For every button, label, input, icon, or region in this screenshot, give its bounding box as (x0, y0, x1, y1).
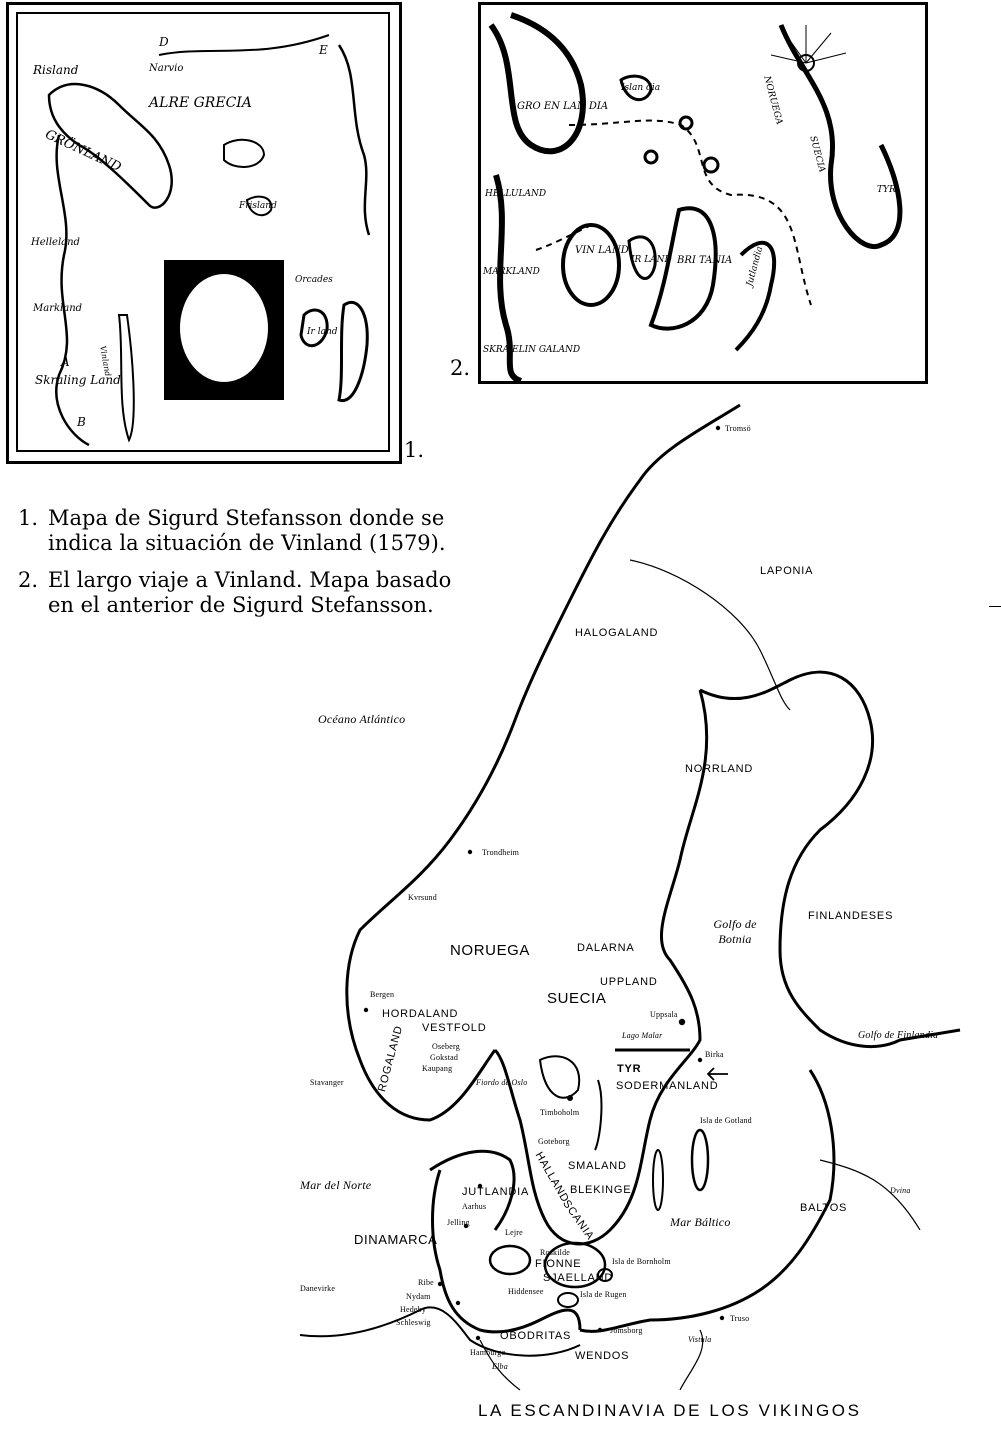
label-kvrsund: Kvrsund (408, 893, 437, 902)
label-suecia-2: SUECIA (807, 135, 827, 174)
label-baltos: BALTOS (800, 1202, 848, 1214)
marker-hedeby (456, 1301, 460, 1305)
inset-map-1-number: 1. (404, 438, 425, 462)
label-jelling: Jelling (447, 1218, 470, 1227)
label-mar-del-norte: Mar del Norte (300, 1178, 372, 1192)
label-dvina: Dvina (890, 1186, 911, 1195)
label-risland: Risland (33, 63, 79, 77)
label-isla-bornholm: Isla de Bornholm (612, 1257, 671, 1266)
label-vistula: Vistula (688, 1335, 712, 1344)
marker-bergen (364, 1008, 368, 1012)
marker-ribe (438, 1282, 442, 1286)
label-b: B (77, 415, 86, 429)
label-nydam: Nydam (406, 1292, 431, 1301)
marker-birka (698, 1058, 702, 1062)
label-markland-2: MARKLAND (483, 267, 540, 277)
label-gronlandia: GRO EN LAN DIA (517, 101, 609, 112)
label-blekinge: BLEKINGE (570, 1184, 632, 1196)
label-bergen: Bergen (370, 990, 395, 999)
marker-hamburgo (476, 1336, 480, 1340)
label-orcades: Orcades (295, 275, 333, 285)
label-tyr: TYR (617, 1063, 642, 1075)
label-golfo-finlandia: Golfo de Finlandia (858, 1030, 939, 1041)
island-rugen (558, 1293, 578, 1307)
label-helluland: HELLULAND (485, 189, 547, 199)
island-fyn (490, 1246, 530, 1274)
main-map-title: LA ESCANDINAVIA DE LOS VIKINGOS (478, 1401, 862, 1420)
label-irland-2: IR LAND (631, 255, 672, 265)
lake-vanern (540, 1056, 579, 1098)
marker-jomsborg (598, 1328, 602, 1332)
label-lago-malar: Lago Malar (622, 1031, 663, 1040)
label-trondheim: Trondheim (482, 848, 520, 857)
label-danevirke: Danevirke (300, 1284, 336, 1293)
label-mar-baltico: Mar Báltico (670, 1215, 731, 1229)
label-jutlandia-2: Jutlandia (745, 245, 766, 288)
label-rogaland: ROGALAND (376, 1024, 406, 1094)
label-fionne: FIONNE (535, 1258, 582, 1270)
label-skraling-land: Skraling Land (35, 373, 121, 387)
label-oceano-atlantico: Océano Atlántico (318, 712, 406, 726)
label-scania: SCANIA (560, 1198, 597, 1243)
label-golfo-botnia: Golfo de Botnia (713, 917, 757, 946)
lake-vattern (595, 1080, 601, 1150)
label-frisland: Frisland (239, 201, 277, 211)
arrow-birka (708, 1068, 728, 1080)
label-goteborg: Goteborg (538, 1137, 570, 1146)
label-smaland: SMALAND (568, 1160, 627, 1172)
label-dinamarca: DINAMARCA (354, 1232, 438, 1247)
label-jomsborg: Jomsborg (610, 1326, 643, 1335)
label-uppsala: Uppsala (650, 1010, 678, 1019)
label-stavanger: Stavanger (310, 1078, 344, 1087)
label-narvio: Narvio (149, 63, 184, 74)
label-gokstad: Gokstad (430, 1053, 459, 1062)
label-jutlandia: JUTLANDIA (462, 1186, 530, 1198)
label-halogaland: HALOGALAND (575, 627, 659, 639)
label-irland-old: Ir land (307, 327, 338, 337)
label-sodermanland: SODERMANLAND (616, 1080, 719, 1092)
label-skraelingaland: SKRA ELIN GALAND (483, 345, 581, 355)
bothnia-finland-coast (700, 672, 960, 1046)
label-hiddensee: Hiddensee (508, 1287, 544, 1296)
marker-truso (720, 1316, 724, 1320)
label-birka: Birka (705, 1050, 724, 1059)
label-ribe: Ribe (418, 1278, 434, 1287)
label-alre-grecia: ALRE GRECIA (149, 95, 252, 111)
label-sjaelland: SJAELLAND (543, 1272, 614, 1284)
label-gronland: GRÖNLAND (42, 127, 124, 176)
label-helleland: Helleland (31, 237, 80, 248)
label-hedeby: Hedeby (400, 1305, 427, 1314)
marker-timboholm (567, 1095, 573, 1101)
label-tromso: Tromsö (725, 424, 751, 433)
label-elba: Elba (492, 1362, 508, 1371)
marker-trondheim (468, 850, 472, 854)
label-isla-rugen: Isla de Rugen (580, 1290, 627, 1299)
caption-1-index: 1. (18, 506, 39, 530)
island-oland (653, 1150, 663, 1210)
label-kaupang: Kaupang (422, 1064, 453, 1073)
label-halland: HALLAND (532, 1150, 572, 1205)
label-vinland-2: VIN LAND (575, 245, 629, 256)
label-islandia: Islan dia (621, 83, 661, 93)
label-laponia: LAPONIA (760, 565, 814, 577)
label-oseberg: Oseberg (432, 1042, 460, 1051)
label-britania: BRI TANIA (677, 255, 733, 266)
label-aarhus: Aarhus (462, 1202, 487, 1211)
label-isla-gotland: Isla de Gotland (700, 1116, 752, 1125)
label-truso: Truso (730, 1314, 750, 1323)
marker-uppsala (679, 1019, 685, 1025)
label-noruega-2: NORUEGA (761, 75, 784, 126)
marker-tromso (716, 426, 720, 430)
label-norrland: NORRLAND (685, 763, 754, 775)
label-schleswig: Schleswig (396, 1318, 431, 1327)
label-d: D (159, 35, 169, 49)
label-e: E (319, 43, 328, 57)
label-hamburgo: Hamburgo (470, 1348, 506, 1357)
label-roskilde: Roskilde (540, 1248, 571, 1257)
label-suecia: SUECIA (547, 990, 607, 1007)
town-markers (364, 426, 724, 1340)
label-vinland-old: Vinland (98, 345, 113, 378)
label-obodritas: OBODRITAS (500, 1330, 572, 1342)
label-tyr-2: TYR (877, 185, 896, 195)
island-gotland (692, 1130, 708, 1190)
label-lejre: Lejre (505, 1228, 523, 1237)
caption-2-text: El largo viaje a Vinland. Mapa basado en el anterior de Sigurd Stefansson. (48, 568, 452, 617)
label-finlandeses: FINLANDESES (808, 910, 894, 922)
label-a: A (61, 355, 70, 369)
inset-map-2-number: 2. (450, 356, 471, 380)
label-wendos: WENDOS (575, 1350, 630, 1362)
label-fiordo-oslo: Fiordo de Oslo (476, 1078, 528, 1087)
label-dalarna: DALARNA (577, 942, 635, 954)
label-hordaland: HORDALAND (382, 1008, 459, 1020)
caption-2-index: 2. (18, 568, 39, 592)
label-markland: Markland (33, 303, 83, 314)
label-timboholm: Timboholm (540, 1108, 580, 1117)
label-noruega: NORUEGA (450, 942, 531, 959)
label-vestfold: VESTFOLD (422, 1022, 487, 1034)
label-uppland: UPPLAND (600, 976, 658, 988)
caption-1-text: Mapa de Sigurd Stefansson donde se indica la situación de Vinland (1579). (48, 506, 446, 555)
